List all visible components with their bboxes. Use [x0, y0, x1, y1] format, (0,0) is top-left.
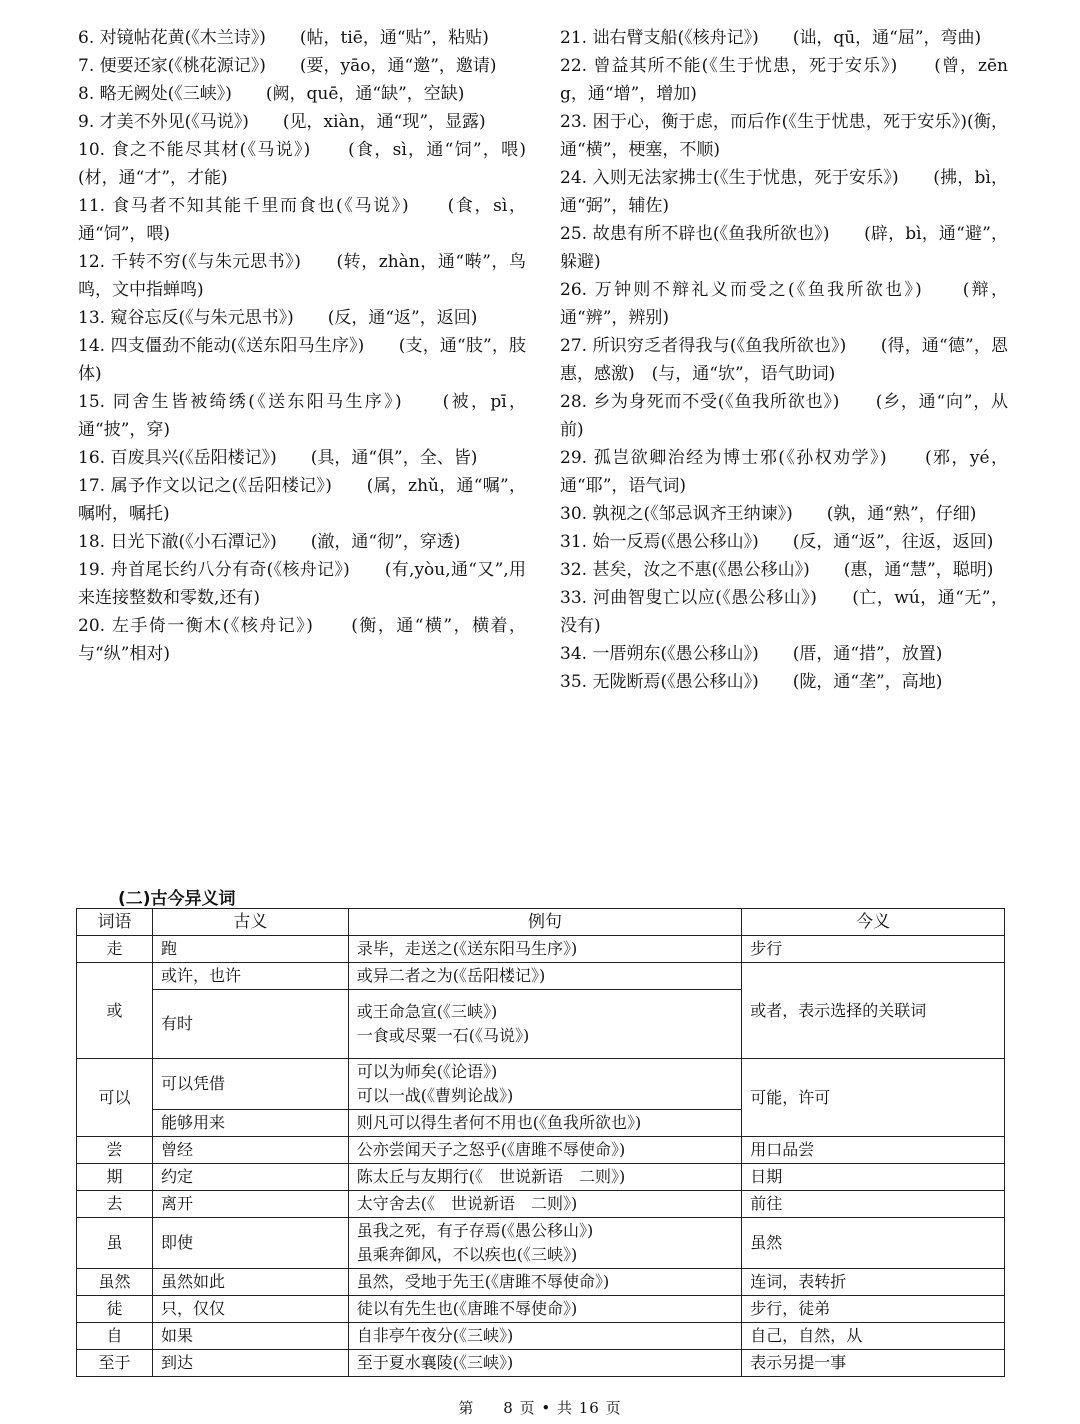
example-cell: 至于夏水襄陵(《三峡》): [348, 1350, 742, 1377]
list-item: 33. 河曲智叟亡以应(《愚公移山》) (亡，wú，通“无”，没有): [560, 588, 1009, 636]
example-cell: 公亦尝闻天子之怒乎(《唐雎不辱使命》): [348, 1137, 742, 1164]
modern-cell: 连词，表转折: [742, 1269, 1005, 1296]
page-label: 第: [458, 1399, 475, 1417]
list-item: 13. 窥谷忘反(《与朱元思书》) (反，通“返”，返回): [78, 308, 478, 328]
list-item: 23. 困于心，衡于虑，而后作(《生于忧患，死于安乐》)(衡，通“横”，梗塞，不顺): [560, 112, 1008, 160]
word-cell: 徒: [77, 1296, 153, 1323]
list-item: 20. 左手倚一衡木(《核舟记》) (衡，通“横”，横着，与“纵”相对): [78, 616, 527, 664]
ancient-cell: 即使: [152, 1218, 348, 1269]
word-cell: 虽然: [77, 1269, 153, 1296]
table-row: [77, 1059, 1005, 1110]
column-header: 今义: [742, 909, 1005, 936]
list-item: 32. 甚矣，汝之不惠(《愚公移山》) (惠，通“慧”，聪明): [560, 560, 994, 580]
ancient-cell: 或许，也许: [152, 963, 348, 990]
example-cell: 或异二者之为(《岳阳楼记》): [348, 963, 742, 990]
modern-cell: 可能，许可: [742, 1059, 1005, 1137]
list-item: 27. 所识穷乏者得我与(《鱼我所欲也》) (得，通“德”，恩惠，感激) (与，通“欤”，语气助词): [560, 336, 1009, 384]
section-title: (二)古今异义词: [118, 889, 236, 909]
table-row: [77, 1137, 1005, 1164]
list-item: 6. 对镜帖花黄(《木兰诗》) (帖，tiē，通“贴”，粘贴): [78, 28, 489, 48]
list-item: 25. 故患有所不辟也(《鱼我所欲也》) (辟，bì，通“避”，躲避): [560, 224, 1008, 272]
list-item: 24. 入则无法家拂士(《生于忧患，死于安乐》) (拂，bì，通“弼”，辅佐): [560, 168, 1009, 216]
list-item: 29. 孤岂欲卿治经为博士邪(《孙权劝学》) (邪，yé，通“耶”，语气词): [560, 448, 1008, 496]
example-cell: 徒以有先生也(《唐雎不辱使命》): [348, 1296, 742, 1323]
modern-cell: 前往: [742, 1191, 1005, 1218]
table-row: [77, 1164, 1005, 1191]
modern-cell: 虽然: [742, 1218, 1005, 1269]
list-item: 34. 一厝朔东(《愚公移山》) (厝，通“措”，放置): [560, 644, 943, 664]
list-item: 17. 属予作文以记之(《岳阳楼记》) (属，zhǔ，通“嘱”，嘱咐，嘱托): [78, 476, 526, 524]
ancient-cell: 有时: [152, 990, 348, 1059]
list-item: 19. 舟首尾长约八分有奇(《核舟记》) (有,yòu,通“又”,用来连接整数和零数,还有): [78, 560, 527, 608]
list-item: 22. 曾益其所不能(《生于忧患，死于安乐》) (曾，zēng，通“增”，增加): [560, 56, 1008, 104]
list-item: 35. 无陇断焉(《愚公移山》) (陇，通“垄”，高地): [560, 672, 943, 692]
list-item: 26. 万钟则不辩礼义而受之(《鱼我所欲也》) (辩，通“辨”，辨别): [560, 280, 1008, 328]
example-cell: 则凡可以得生者何不用也(《鱼我所欲也》): [348, 1110, 742, 1137]
list-item: 30. 孰视之(《邹忌讽齐王纳谏》) (孰，通“熟”，仔细): [560, 504, 977, 524]
right-column: [560, 24, 1008, 696]
table-row: [77, 1218, 1005, 1269]
table-row: [77, 1191, 1005, 1218]
table-row: [77, 1350, 1005, 1377]
modern-cell: 自己，自然，从: [742, 1323, 1005, 1350]
list-item: 10. 食之不能尽其材(《马说》) (食，sì，通“饲”，喂) (材，通“才”，才能): [78, 140, 543, 188]
page-suffix: 页: [605, 1399, 622, 1417]
column-header: 词语: [77, 909, 153, 936]
example-cell: 自非亭午夜分(《三峡》): [348, 1323, 742, 1350]
word-cell: 自: [77, 1323, 153, 1350]
list-item: 12. 千转不穷(《与朱元思书》) (转，zhàn，通“啭”，鸟鸣，文中指蝉鸣): [78, 252, 526, 300]
word-cell: 走: [77, 936, 153, 963]
list-item: 7. 便要还家(《桃花源记》) (要，yāo，通“邀”，邀请): [78, 56, 497, 76]
ancient-cell: 可以凭借: [152, 1059, 348, 1110]
modern-cell: 步行，徒弟: [742, 1296, 1005, 1323]
ancient-cell: 只，仅仅: [152, 1296, 348, 1323]
list-item: 18. 日光下澈(《小石潭记》) (澈，通“彻”，穿透): [78, 532, 461, 552]
list-item: 11. 食马者不知其能千里而食也(《马说》) (食，sì，通“饲”，喂): [78, 196, 527, 244]
list-item: 9. 才美不外见(《马说》) (见，xiàn，通“现”，显露): [78, 112, 486, 132]
ancient-cell: 到达: [152, 1350, 348, 1377]
example-cell: 录毕，走送之(《送东阳马生序》): [348, 936, 742, 963]
word-cell: 可以: [77, 1059, 153, 1137]
column-header: 例句: [348, 909, 742, 936]
list-item: 31. 始一反焉(《愚公移山》) (反，通“返”，往返，返回): [560, 532, 994, 552]
list-item: 21. 诎右臂支船(《核舟记》) (诎，qū，通“屈”，弯曲): [560, 28, 982, 48]
list-item: 14. 四支僵劲不能动(《送东阳马生序》) (支，通“肢”，肢体): [78, 336, 527, 384]
word-cell: 去: [77, 1191, 153, 1218]
list-item: 16. 百废具兴(《岳阳楼记》) (具，通“俱”，全、皆): [78, 448, 478, 468]
ancient-cell: 能够用来: [152, 1110, 348, 1137]
list-item: 8. 略无阙处(《三峡》) (阙，quē，通“缺”，空缺): [78, 84, 465, 104]
modern-cell: 表示另提一事: [742, 1350, 1005, 1377]
ancient-modern-meaning-table: [76, 908, 1005, 1377]
page-number: 8: [503, 1399, 514, 1417]
word-cell: 或: [77, 963, 153, 1059]
table-header-row: [77, 909, 1005, 936]
example-cell: 太守舍去(《 世说新语 二则》): [348, 1191, 742, 1218]
total-pages: 16: [578, 1399, 600, 1417]
table-row: [77, 963, 1005, 990]
list-item: 15. 同舍生皆被绮绣(《送东阳马生序》) (被，pī，通“披”，穿): [78, 392, 527, 440]
table-row: [77, 936, 1005, 963]
word-cell: 至于: [77, 1350, 153, 1377]
modern-cell: 日期: [742, 1164, 1005, 1191]
example-cell: 虽我之死，有子存焉(《愚公移山》) 虽乘奔御风，不以疾也(《三峡》): [348, 1218, 742, 1269]
example-cell: 可以为师矣(《论语》) 可以一战(《曹刿论战》): [348, 1059, 742, 1110]
modern-cell: 用口品尝: [742, 1137, 1005, 1164]
modern-cell: 或者，表示选择的关联词: [742, 963, 1005, 1059]
page-separator: 页 • 共: [519, 1399, 573, 1417]
column-header: 古义: [152, 909, 348, 936]
example-cell: 或王命急宣(《三峡》) 一食或尽粟一石(《马说》): [348, 990, 742, 1059]
list-item: 28. 乡为身死而不受(《鱼我所欲也》) (乡，通“向”，从前): [560, 392, 1009, 440]
table-row: [77, 1323, 1005, 1350]
ancient-cell: 跑: [152, 936, 348, 963]
word-cell: 虽: [77, 1218, 153, 1269]
example-cell: 陈太丘与友期行(《 世说新语 二则》): [348, 1164, 742, 1191]
ancient-cell: 离开: [152, 1191, 348, 1218]
modern-cell: 步行: [742, 936, 1005, 963]
ancient-cell: 虽然如此: [152, 1269, 348, 1296]
table-row: [77, 1296, 1005, 1323]
word-cell: 期: [77, 1164, 153, 1191]
left-column: [78, 24, 543, 668]
example-cell: 虽然，受地于先王(《唐雎不辱使命》): [348, 1269, 742, 1296]
table-row: [77, 1269, 1005, 1296]
ancient-cell: 如果: [152, 1323, 348, 1350]
page-footer: [0, 1397, 1080, 1418]
ancient-cell: 曾经: [152, 1137, 348, 1164]
word-cell: 尝: [77, 1137, 153, 1164]
ancient-cell: 约定: [152, 1164, 348, 1191]
